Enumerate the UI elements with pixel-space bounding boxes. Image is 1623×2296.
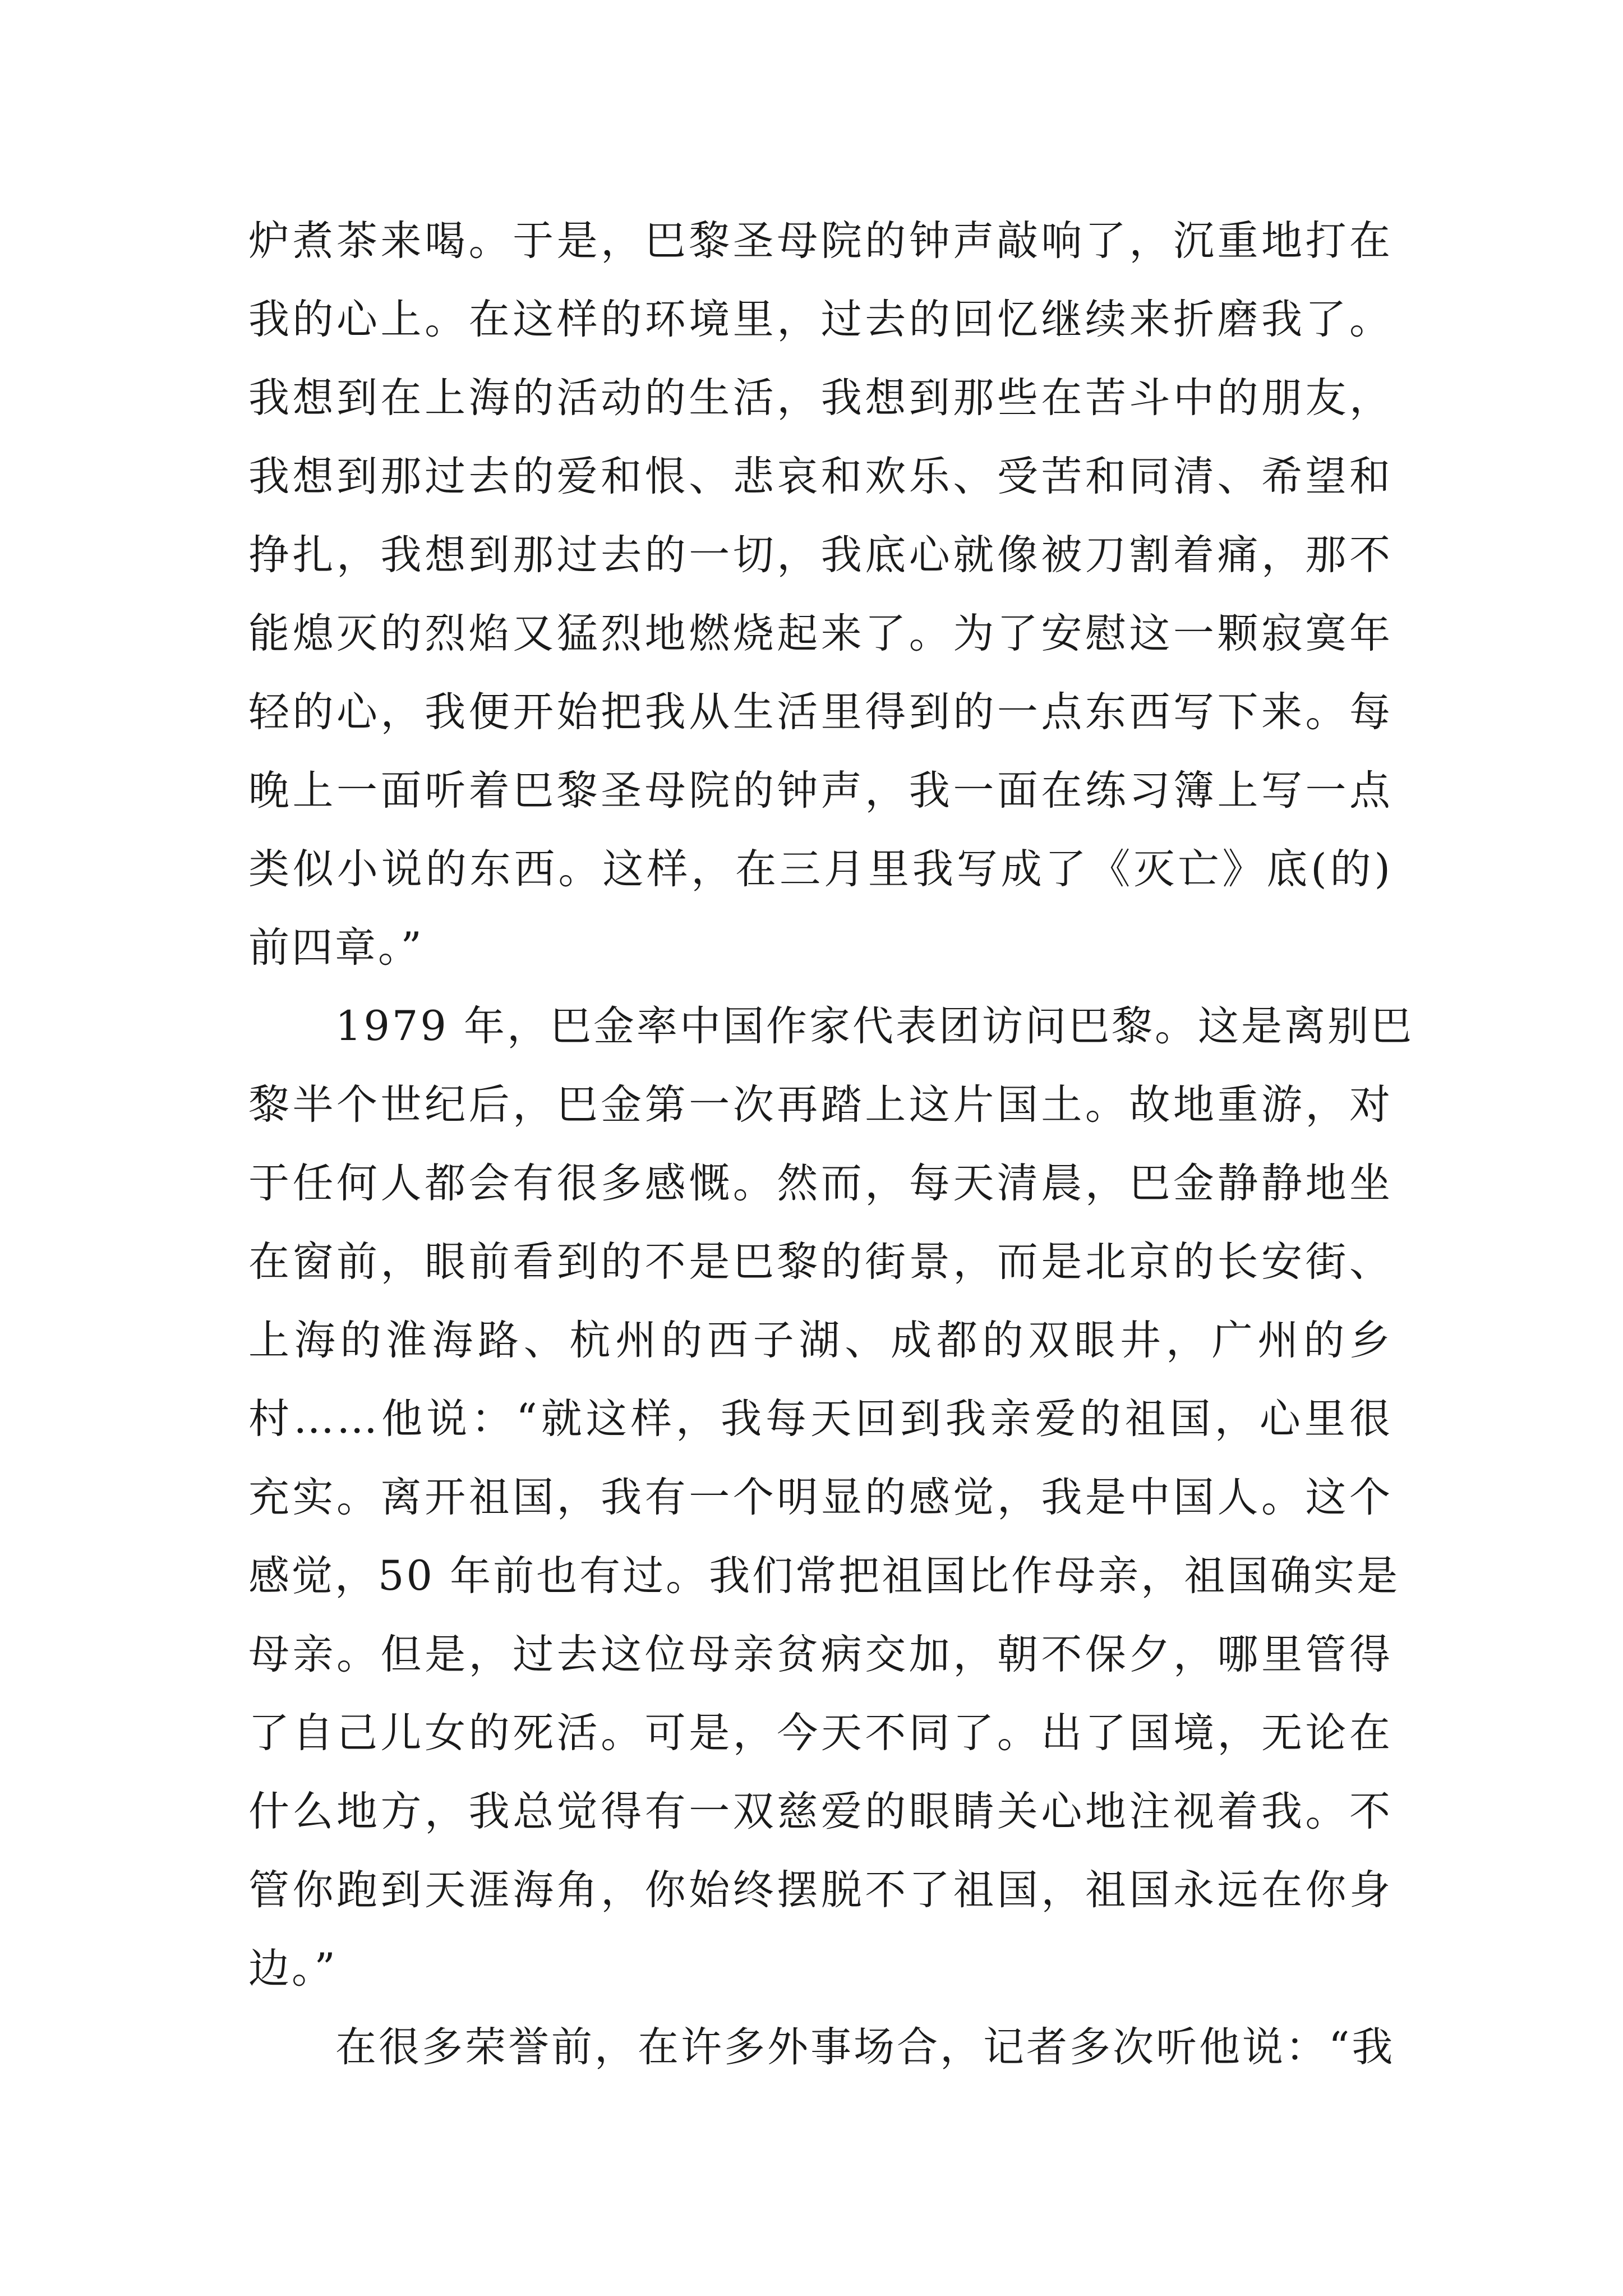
text-line: 类似小说的东西。这样，在三月里我写成了《灭亡》底(的) bbox=[248, 845, 1393, 893]
text-line: 感觉，50 年前也有过。我们常把祖国比作母亲，祖国确实是 bbox=[248, 1552, 1400, 1600]
text-line: 在窗前，眼前看到的不是巴黎的街景，而是北京的长安街、 bbox=[248, 1238, 1393, 1286]
text-line: 母亲。但是，过去这位母亲贫病交加，朝不保夕，哪里管得 bbox=[248, 1631, 1393, 1678]
text-line: 我想到在上海的活动的生活，我想到那些在苦斗中的朋友， bbox=[248, 374, 1393, 422]
text-line: 充实。离开祖国，我有一个明显的感觉，我是中国人。这个 bbox=[248, 1474, 1393, 1521]
text-line: 上海的淮海路、杭州的西子湖、成都的双眼井，广州的乡 bbox=[248, 1317, 1393, 1364]
paragraph-first-line: 1979 年，巴金率中国作家代表团访问巴黎。这是离别巴 bbox=[335, 1002, 1414, 1050]
text-line: 边。” bbox=[248, 1945, 338, 1993]
paragraph-first-line: 在很多荣誉前，在许多外事场合，记者多次听他说：“我 bbox=[335, 2023, 1395, 2071]
text-line: 我想到那过去的爱和恨、悲哀和欢乐、受苦和同清、希望和 bbox=[248, 453, 1393, 500]
text-line: 炉煮茶来喝。于是，巴黎圣母院的钟声敲响了，沉重地打在 bbox=[248, 217, 1393, 265]
body-text bbox=[248, 202, 1414, 2087]
text-line: 什么地方，我总觉得有一双慈爱的眼睛关心地注视着我。不 bbox=[248, 1788, 1393, 1835]
text-line: 黎半个世纪后，巴金第一次再踏上这片国土。故地重游，对 bbox=[248, 1081, 1393, 1129]
text-line: 管你跑到天涯海角，你始终摆脱不了祖国，祖国永远在你身 bbox=[248, 1866, 1393, 1914]
text-line: 村……他说：“就这样，我每天回到我亲爱的祖国，心里很 bbox=[248, 1395, 1393, 1443]
text-line: 轻的心，我便开始把我从生活里得到的一点东西写下来。每 bbox=[248, 688, 1393, 736]
text-line: 晚上一面听着巴黎圣母院的钟声，我一面在练习簿上写一点 bbox=[248, 767, 1393, 815]
text-line: 了自己儿女的死活。可是，今天不同了。出了国境，无论在 bbox=[248, 1709, 1393, 1757]
text-line: 我的心上。在这样的环境里，过去的回忆继续来折磨我了。 bbox=[248, 296, 1393, 343]
text-line: 于任何人都会有很多感慨。然而，每天清晨，巴金静静地坐 bbox=[248, 1159, 1393, 1207]
text-line: 能熄灭的烈焰又猛烈地燃烧起来了。为了安慰这一颗寂寞年 bbox=[248, 610, 1393, 657]
text-line: 挣扎，我想到那过去的一切，我底心就像被刀割着痛，那不 bbox=[248, 531, 1393, 579]
text-line: 前四章。” bbox=[248, 924, 424, 972]
